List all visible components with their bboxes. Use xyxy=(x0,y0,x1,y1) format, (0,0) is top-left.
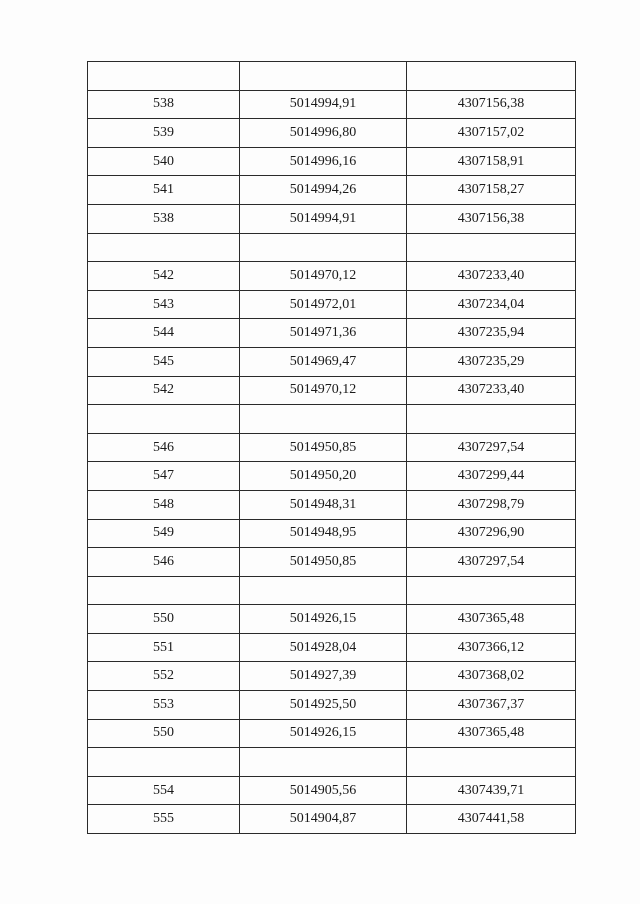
cell-x-coordinate: 5014925,50 xyxy=(240,691,407,720)
cell-x-coordinate: 5014905,56 xyxy=(240,776,407,805)
cell-x-coordinate: 5014996,80 xyxy=(240,119,407,148)
cell-y-coordinate: 4307368,02 xyxy=(407,662,576,691)
cell-x-coordinate: 5014926,15 xyxy=(240,605,407,634)
table-row xyxy=(88,176,576,205)
cell-point-number: 547 xyxy=(88,462,240,491)
table-row xyxy=(88,204,576,233)
cell-point-number: 538 xyxy=(88,90,240,119)
cell-point-number: 542 xyxy=(88,262,240,291)
cell-y-coordinate: 4307235,29 xyxy=(407,347,576,376)
coordinates-table-body xyxy=(88,62,576,834)
cell-y-coordinate: 4307156,38 xyxy=(407,90,576,119)
cell-x-coordinate xyxy=(240,405,407,434)
table-row xyxy=(88,147,576,176)
cell-x-coordinate: 5014972,01 xyxy=(240,290,407,319)
cell-point-number: 555 xyxy=(88,805,240,834)
header-cell-x xyxy=(240,62,407,91)
cell-y-coordinate: 4307158,27 xyxy=(407,176,576,205)
header-cell-y xyxy=(407,62,576,91)
cell-point-number: 551 xyxy=(88,633,240,662)
cell-x-coordinate: 5014994,91 xyxy=(240,90,407,119)
cell-point-number: 538 xyxy=(88,204,240,233)
cell-x-coordinate: 5014928,04 xyxy=(240,633,407,662)
cell-x-coordinate xyxy=(240,576,407,605)
table-row xyxy=(88,119,576,148)
table-row xyxy=(88,776,576,805)
cell-x-coordinate: 5014948,31 xyxy=(240,490,407,519)
cell-point-number: 554 xyxy=(88,776,240,805)
coordinates-table xyxy=(87,61,576,834)
cell-y-coordinate: 4307158,91 xyxy=(407,147,576,176)
cell-x-coordinate: 5014970,12 xyxy=(240,262,407,291)
cell-x-coordinate: 5014970,12 xyxy=(240,376,407,405)
cell-point-number: 545 xyxy=(88,347,240,376)
cell-x-coordinate: 5014950,20 xyxy=(240,462,407,491)
cell-x-coordinate: 5014971,36 xyxy=(240,319,407,348)
cell-y-coordinate xyxy=(407,233,576,262)
table-row xyxy=(88,319,576,348)
table-row xyxy=(88,519,576,548)
table-header-row xyxy=(88,62,576,91)
table-row xyxy=(88,605,576,634)
cell-y-coordinate: 4307233,40 xyxy=(407,262,576,291)
table-separator-row xyxy=(88,405,576,434)
cell-x-coordinate: 5014950,85 xyxy=(240,433,407,462)
cell-x-coordinate: 5014994,91 xyxy=(240,204,407,233)
cell-x-coordinate: 5014926,15 xyxy=(240,719,407,748)
table-row xyxy=(88,691,576,720)
cell-point-number: 544 xyxy=(88,319,240,348)
cell-x-coordinate: 5014969,47 xyxy=(240,347,407,376)
table-row xyxy=(88,462,576,491)
table-row xyxy=(88,433,576,462)
table-row xyxy=(88,633,576,662)
cell-x-coordinate: 5014950,85 xyxy=(240,548,407,577)
cell-point-number: 546 xyxy=(88,548,240,577)
cell-y-coordinate: 4307439,71 xyxy=(407,776,576,805)
table-row xyxy=(88,719,576,748)
cell-x-coordinate xyxy=(240,233,407,262)
cell-y-coordinate: 4307233,40 xyxy=(407,376,576,405)
header-cell-point xyxy=(88,62,240,91)
cell-y-coordinate: 4307298,79 xyxy=(407,490,576,519)
table-row xyxy=(88,548,576,577)
cell-point-number: 540 xyxy=(88,147,240,176)
cell-point-number: 550 xyxy=(88,605,240,634)
cell-y-coordinate xyxy=(407,405,576,434)
cell-y-coordinate: 4307297,54 xyxy=(407,548,576,577)
cell-point-number: 542 xyxy=(88,376,240,405)
cell-y-coordinate: 4307365,48 xyxy=(407,605,576,634)
cell-point-number: 543 xyxy=(88,290,240,319)
cell-y-coordinate: 4307367,37 xyxy=(407,691,576,720)
cell-y-coordinate: 4307441,58 xyxy=(407,805,576,834)
cell-x-coordinate: 5014927,39 xyxy=(240,662,407,691)
cell-y-coordinate: 4307156,38 xyxy=(407,204,576,233)
table-separator-row xyxy=(88,576,576,605)
cell-x-coordinate: 5014948,95 xyxy=(240,519,407,548)
cell-y-coordinate: 4307157,02 xyxy=(407,119,576,148)
cell-y-coordinate: 4307366,12 xyxy=(407,633,576,662)
cell-y-coordinate: 4307297,54 xyxy=(407,433,576,462)
cell-point-number: 549 xyxy=(88,519,240,548)
cell-y-coordinate xyxy=(407,576,576,605)
table-separator-row xyxy=(88,748,576,777)
cell-point-number: 548 xyxy=(88,490,240,519)
cell-point-number xyxy=(88,233,240,262)
table-row xyxy=(88,662,576,691)
table-row xyxy=(88,290,576,319)
table-row xyxy=(88,347,576,376)
cell-y-coordinate: 4307235,94 xyxy=(407,319,576,348)
cell-y-coordinate: 4307296,90 xyxy=(407,519,576,548)
cell-point-number: 541 xyxy=(88,176,240,205)
cell-x-coordinate xyxy=(240,748,407,777)
cell-x-coordinate: 5014994,26 xyxy=(240,176,407,205)
table-separator-row xyxy=(88,233,576,262)
cell-y-coordinate: 4307234,04 xyxy=(407,290,576,319)
table-row xyxy=(88,90,576,119)
cell-point-number: 550 xyxy=(88,719,240,748)
cell-point-number: 539 xyxy=(88,119,240,148)
cell-x-coordinate: 5014996,16 xyxy=(240,147,407,176)
table-row xyxy=(88,490,576,519)
cell-point-number xyxy=(88,748,240,777)
cell-point-number: 552 xyxy=(88,662,240,691)
cell-point-number xyxy=(88,576,240,605)
cell-x-coordinate: 5014904,87 xyxy=(240,805,407,834)
table-row xyxy=(88,376,576,405)
table-row xyxy=(88,805,576,834)
cell-y-coordinate xyxy=(407,748,576,777)
cell-point-number xyxy=(88,405,240,434)
cell-point-number: 553 xyxy=(88,691,240,720)
cell-y-coordinate: 4307299,44 xyxy=(407,462,576,491)
table-row xyxy=(88,262,576,291)
cell-point-number: 546 xyxy=(88,433,240,462)
cell-y-coordinate: 4307365,48 xyxy=(407,719,576,748)
